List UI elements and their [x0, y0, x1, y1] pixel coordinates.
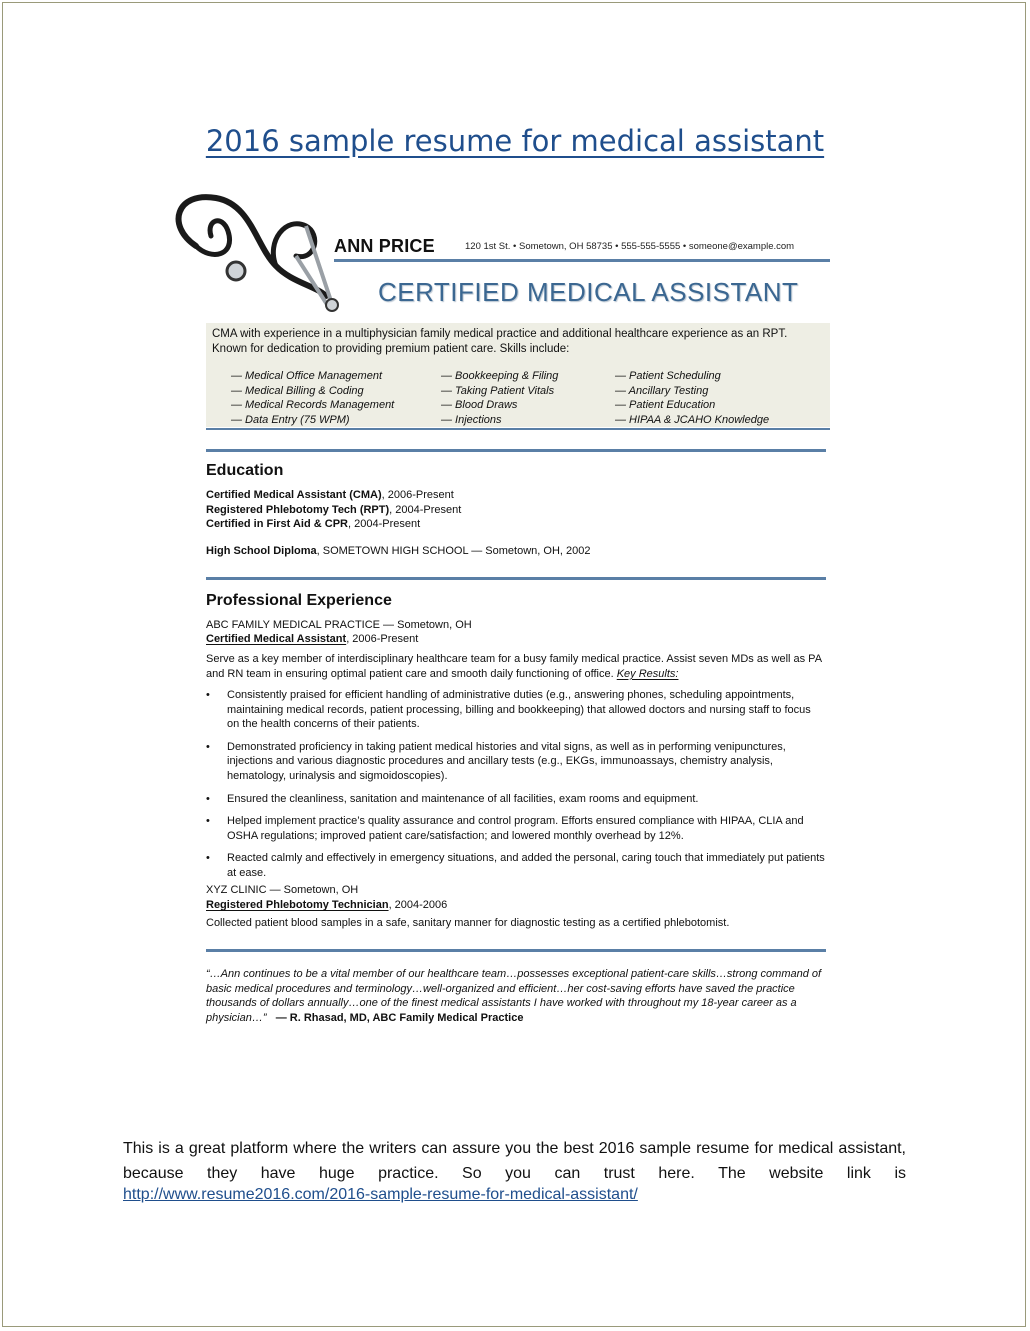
- job-description: Serve as a key member of interdisciplinary healthcare team for a busy family medical practice. Assist seven MDs as well as PA and RN team in ensuring optimal patient care and smooth daily functioning of office. Key Results:: [206, 653, 822, 680]
- results-list: [206, 688, 826, 889]
- skills-column: [441, 369, 558, 427]
- skill-item: — Patient Education: [615, 399, 716, 412]
- employer: ABC FAMILY MEDICAL PRACTICE — Sometown, OH: [206, 619, 472, 631]
- summary-text: CMA with experience in a multiphysician family medical practice and additional healthcare experience as an RPT. Known for dedication to providing premium patient care. Skills include:: [212, 328, 788, 355]
- stethoscope-icon: [156, 186, 356, 326]
- list-item: • Reacted calmly and effectively in emergency situations, and added the personal, caring touch that immediately put patients at ease.: [206, 851, 826, 880]
- list-item: • Consistently praised for efficient handling of administrative duties (e.g., answering phones, scheduling appointments, maintaining medical records, patient processing, billing and bookkeeping) that allowed doctors and nursing staff to focus on the health concerns of their patients.: [206, 688, 826, 732]
- skill-item: — Patient Scheduling: [615, 370, 721, 382]
- education-item: Certified Medical Assistant (CMA), 2006-Present: [206, 489, 454, 501]
- skill-item: — Blood Draws: [441, 399, 518, 412]
- skill-item: — Medical Records Management: [231, 399, 395, 412]
- website-link[interactable]: http://www.resume2016.com/2016-sample-resume-for-medical-assistant/: [123, 1186, 638, 1203]
- divider: [206, 449, 826, 452]
- skill-item: — Taking Patient Vitals: [441, 384, 555, 397]
- experience-heading: Professional Experience: [206, 592, 392, 609]
- divider: [206, 577, 826, 580]
- page-title: 2016 sample resume for medical assistant: [205, 124, 825, 158]
- divider: [206, 949, 826, 952]
- resume-headline: CERTIFIED MEDICAL ASSISTANT: [378, 277, 799, 307]
- education-item: High School Diploma, SOMETOWN HIGH SCHOOL — Sometown, OH, 2002: [206, 545, 591, 557]
- list-item: • Ensured the cleanliness, sanitation and maintenance of all facilities, exam rooms and equipment.: [206, 792, 826, 807]
- list-item: • Helped implement practice’s quality assurance and control program. Efforts ensured compliance with HIPAA, CLIA and OSHA regulations; improved patient care/satisfaction; and lowered monthly overhead by 12%.: [206, 814, 826, 843]
- divider: [334, 259, 830, 262]
- testimonial-quote: “…Ann continues to be a vital member of our healthcare team…possesses exceptional patient-care skills…strong command of basic medical procedures and terminology…well-organized and efficient…her cost-saving efforts have saved the practice thousands of dollars annually…one of the finest medical assistants I have worked with throughout my 18-year career as a physician…” — R. Rhasad, MD, ABC Family Medical Practice: [206, 968, 822, 1024]
- summary-box: [206, 323, 830, 427]
- job-description: Collected patient blood samples in a safe, sanitary manner for diagnostic testing as a certified phlebotomist.: [206, 917, 730, 929]
- resume-name: ANN PRICE: [334, 236, 435, 256]
- skills-column: [231, 369, 394, 427]
- employer: XYZ CLINIC — Sometown, OH: [206, 884, 359, 896]
- skills-column: [615, 369, 769, 427]
- education-item: Registered Phlebotomy Tech (RPT), 2004-Present: [206, 504, 462, 516]
- job-title: Certified Medical Assistant, 2006-Present: [206, 633, 419, 645]
- skill-item: — Injections: [441, 413, 502, 426]
- job-title: Registered Phlebotomy Technician, 2004-2006: [206, 899, 448, 911]
- skill-item: — Medical Billing & Coding: [231, 384, 364, 397]
- resume-contact: 120 1st St. • Sometown, OH 58735 • 555-555-5555 • someone@example.com: [465, 241, 795, 252]
- footer-text: This is a great platform where the writers can assure you the best 2016 sample resume for medical assistant, because they have huge practice. So you can trust here. The website link is: [123, 1140, 906, 1182]
- skill-item: — Data Entry (75 WPM): [231, 413, 350, 426]
- skill-item: — Ancillary Testing: [615, 384, 709, 397]
- skill-item: — Medical Office Management: [231, 370, 383, 382]
- education-item: Certified in First Aid & CPR, 2004-Present: [206, 518, 421, 530]
- list-item: • Demonstrated proficiency in taking patient medical histories and vital signs, as well as in performing venipunctures, injections and various diagnostic procedures and ancillary tests (e.g., EKGs, immunoassays, chemistry analysis, hematology, urinalysis and sigmoidoscopies).: [206, 740, 826, 784]
- skill-item: — HIPAA & JCAHO Knowledge: [615, 413, 770, 426]
- skill-item: — Bookkeeping & Filing: [441, 370, 559, 382]
- resume-image: [150, 180, 840, 1040]
- education-heading: Education: [206, 462, 284, 479]
- divider: [206, 428, 830, 430]
